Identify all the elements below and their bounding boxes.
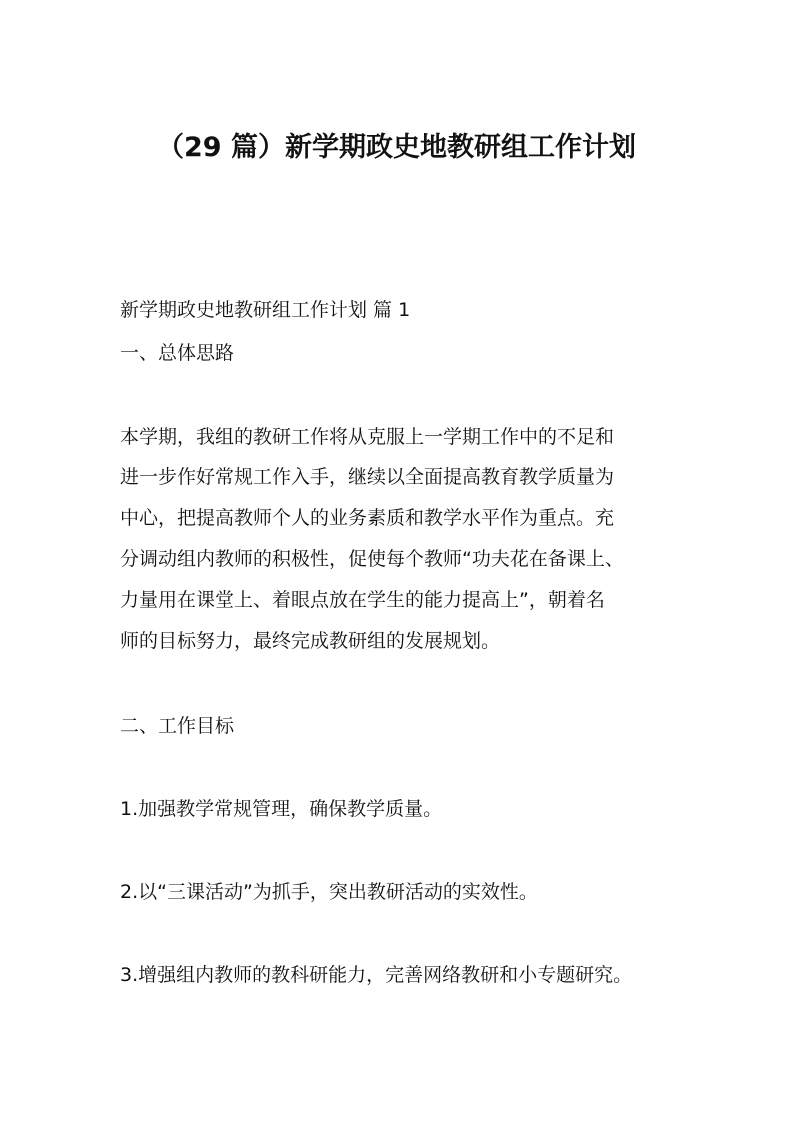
goal-item: 1.加强教学常规管理，确保教学质量。 — [120, 798, 443, 820]
paragraph-line: 师的目标努力，最终完成教研组的发展规划。 — [120, 630, 501, 652]
paragraph-line: 分调动组内教师的积极性，促使每个教师“功夫花在备课上、 — [120, 548, 624, 570]
paragraph-line: 本学期，我组的教研工作将从克服上一学期工作中的不足和 — [120, 426, 615, 448]
paragraph-line: 中心，把提高教师个人的业务素质和教学水平作为重点。充 — [120, 507, 615, 529]
document-subtitle: 新学期政史地教研组工作计划 篇 1 — [120, 299, 411, 321]
section-heading-overall-approach: 一、总体思路 — [120, 342, 235, 364]
goal-item: 3.增强组内教师的教科研能力，完善网络教研和小专题研究。 — [120, 964, 633, 986]
document-title: （29 篇）新学期政史地教研组工作计划 — [157, 132, 636, 163]
goal-item: 2.以“三课活动”为抓手，突出教研活动的实效性。 — [120, 881, 538, 903]
paragraph-line: 力量用在课堂上、着眼点放在学生的能力提高上”，朝着名 — [120, 589, 605, 611]
section-heading-work-goals: 二、工作目标 — [120, 715, 235, 737]
paragraph-line: 进一步作好常规工作入手，继续以全面提高教育教学质量为 — [120, 466, 615, 488]
